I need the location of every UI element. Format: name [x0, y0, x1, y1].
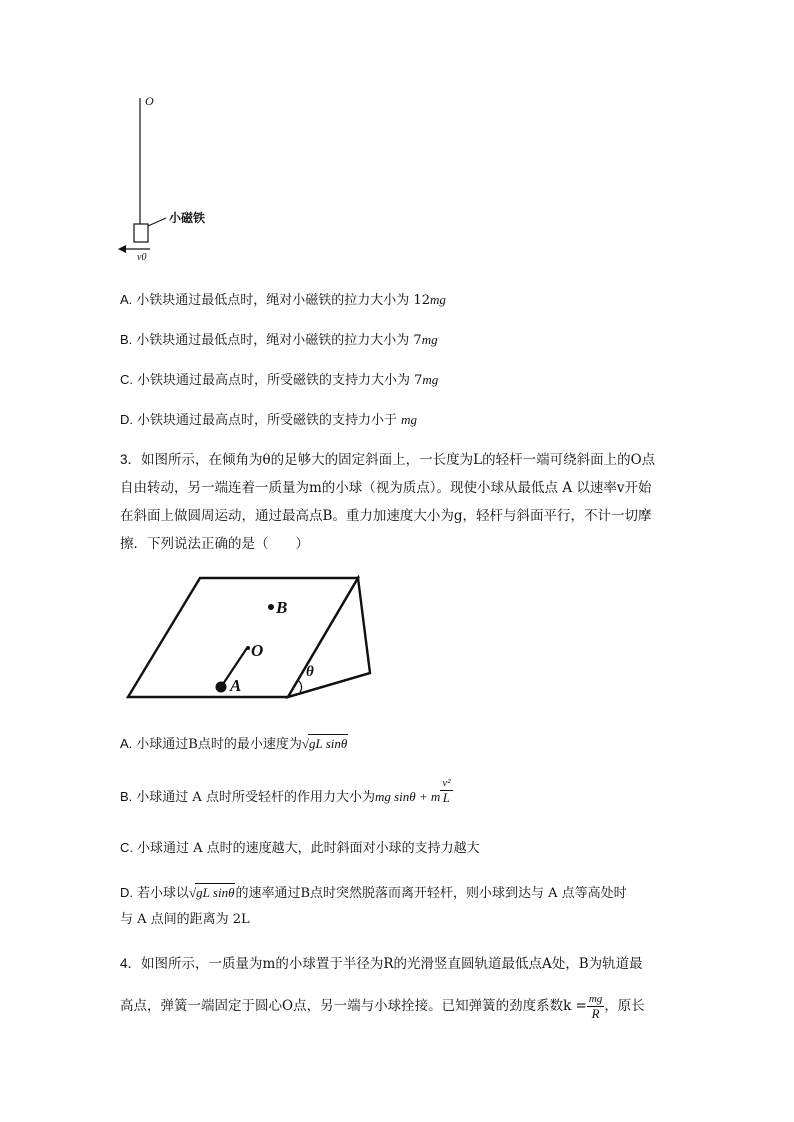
force-expression: mg sinθ + m	[374, 789, 441, 804]
option-text: 小铁块通过最低点时，绳对小磁铁的拉力大小为 12	[136, 293, 430, 308]
ball-A	[216, 682, 227, 693]
magnet-block	[134, 224, 148, 242]
option-text: 小铁块通过最高点时，所受磁铁的支持力小于	[137, 413, 402, 428]
figure-pendulum	[110, 92, 250, 272]
incline-label-theta: θ	[306, 664, 314, 680]
option-text: 若小球以	[137, 886, 190, 901]
q2-option-d	[120, 411, 417, 430]
figure1-label-magnet: 小磁铁	[169, 211, 206, 225]
stiffness-fraction: $\frac{mg}{R}$	[588, 993, 603, 1021]
q3-line-2: 自由转动，另一端连着一质量为m的小球（视为质点）。现使小球从最低点 A 以速率v开始	[120, 480, 652, 496]
q2-option-b	[120, 331, 438, 350]
option-letter: D.	[120, 885, 133, 900]
figure1-label-O: O	[145, 94, 154, 108]
q4-line-2: 高点，弹簧一端固定于圆心O点，另一端与小球拴接。已知弹簧的劲度系数k = $\frac{mg}{R}$ ，原长	[120, 993, 645, 1021]
q3-option-a	[120, 734, 348, 754]
figure1-label-v0: v0	[137, 252, 147, 263]
option-text: 小铁块通过最高点时，所受磁铁的支持力大小为 7	[137, 373, 423, 388]
q3-stem	[120, 446, 680, 558]
q4-number: 4．	[120, 956, 142, 971]
q3-option-d	[120, 883, 627, 903]
option-unit: mg	[422, 372, 439, 387]
q3-option-c	[120, 839, 480, 858]
option-text-cont: 的速率通过B点时突然脱落而离开轻杆，则小球到达与 A 点等高处时	[235, 886, 627, 901]
option-letter: B.	[120, 332, 133, 347]
option-letter: C.	[120, 840, 133, 855]
q4-line-1: 4．如图所示，一质量为m的小球置于半径为R的光滑竖直圆轨道最低点A处，B为轨道最	[120, 956, 643, 972]
option-letter: D.	[120, 412, 133, 427]
q3-option-d-line2: 与 A 点间的距离为 2L	[120, 912, 250, 927]
sqrt-expression: √gL sinθ	[189, 885, 235, 900]
option-text: 小球通过 A 点时所受轻杆的作用力大小为	[136, 790, 375, 805]
incline-label-B: B	[276, 598, 288, 617]
sqrt-expression: √gL sinθ	[301, 736, 348, 751]
point-B	[268, 604, 274, 610]
option-letter: C.	[120, 372, 133, 387]
option-unit: mg	[401, 412, 418, 427]
q2-option-a	[120, 291, 446, 310]
velocity-arrowhead	[118, 245, 126, 253]
option-text: 小铁块通过最低点时，绳对小磁铁的拉力大小为 7	[136, 333, 422, 348]
fraction: $\frac{\text{v²}}{L}$	[442, 777, 451, 805]
q3-number: 3．	[120, 452, 142, 467]
pivot-O	[246, 646, 250, 650]
q2-option-c	[120, 371, 438, 390]
figure-incline	[120, 568, 380, 708]
option-unit: mg	[421, 332, 438, 347]
option-letter: A.	[120, 292, 133, 307]
option-text: 小球通过B点时的最小速度为	[136, 737, 302, 752]
option-unit: mg	[429, 292, 446, 307]
q3-line-3: 在斜面上做圆周运动，通过最高点B。重力加速度大小为g，轻杆与斜面平行，不计一切摩	[120, 508, 652, 524]
option-letter: A.	[120, 736, 133, 751]
incline-label-A: A	[230, 676, 242, 695]
q3-line-4: 擦．下列说法正确的是（ ）	[120, 536, 309, 552]
q3-line-1: 3．如图所示，在倾角为θ的足够大的固定斜面上，一长度为L的轻杆一端可绕斜面上的O点	[120, 452, 656, 468]
q3-option-b	[120, 777, 453, 807]
option-text: 小球通过 A 点时的速度越大，此时斜面对小球的支持力越大	[137, 841, 480, 856]
magnet-leader-line	[148, 218, 166, 226]
option-letter: B.	[120, 789, 133, 804]
incline-label-O: O	[251, 641, 264, 660]
